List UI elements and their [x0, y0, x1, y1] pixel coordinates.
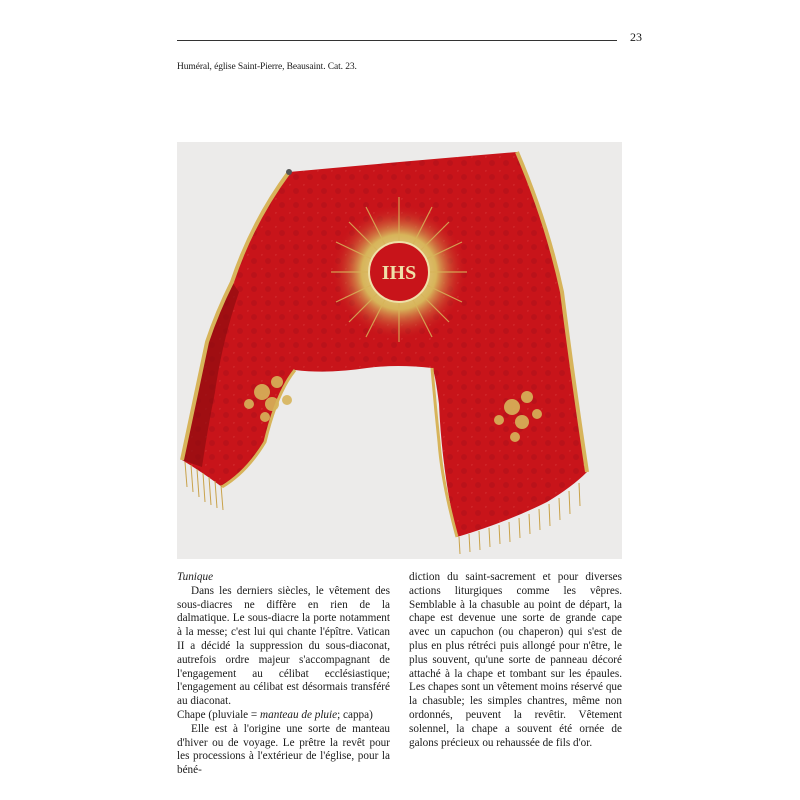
hanging-hook	[286, 169, 292, 175]
chape-heading-part1: Chape (pluviale =	[177, 708, 261, 721]
section-heading-tunique: Tunique	[177, 571, 214, 583]
chape-heading-part3: ; cappa)	[337, 708, 373, 721]
paragraph-chape: Elle est à l'origine une sorte de manteau d'hiver ou de voyage. Le prêtre la revêt pour les processions à l'extérieur de l'église, pour la béné-	[177, 722, 390, 777]
page-number: 23	[630, 30, 642, 44]
section-heading-chape	[177, 709, 390, 723]
humeral-photo	[177, 142, 622, 559]
text-column-right	[409, 571, 622, 750]
header-rule	[177, 40, 617, 41]
photo-caption: Huméral, église Saint-Pierre, Beausaint. Cat. 23.	[177, 62, 357, 72]
paragraph-chape-continued: diction du saint-sacrement et pour diverses actions liturgiques comme les vêpres. Semblable à la chasuble au point de départ, la chape est devenue une sorte de grande cape avec un capuchon (ou chaperon) qui s'est de plus en plus rétréci puis allongé pour n'être, le plus souvent, qu'une sorte de panneau décoré attaché à la chape et tombant sur les épaules. Les chapes sont un vêtement moins réservé que la chasuble; les simples chantres, même non ordonnés, peuvent la revêtir. Vêtement solennel, la chape a souvent été ornée de galons précieux ou rehaussée de fils d'or.	[409, 571, 622, 749]
text-column-left	[177, 571, 390, 778]
paragraph-tunique: Dans les derniers siècles, le vêtement des sous-diacres ne diffère en rien de la dalmatique. Le sous-diacre la porte notamment à la messe; c'est lui qui chante l'épître. Vatican II a décidé la suppression du sous-diaconat, autrefois ordre majeur s'accompagnant de l'engagement au célibat ecclésiastique; l'engagement au célibat est désormais transféré au diaconat.	[177, 584, 390, 708]
monogram-text: IHS	[381, 262, 417, 284]
chape-heading-italic: manteau de pluie	[260, 708, 338, 721]
